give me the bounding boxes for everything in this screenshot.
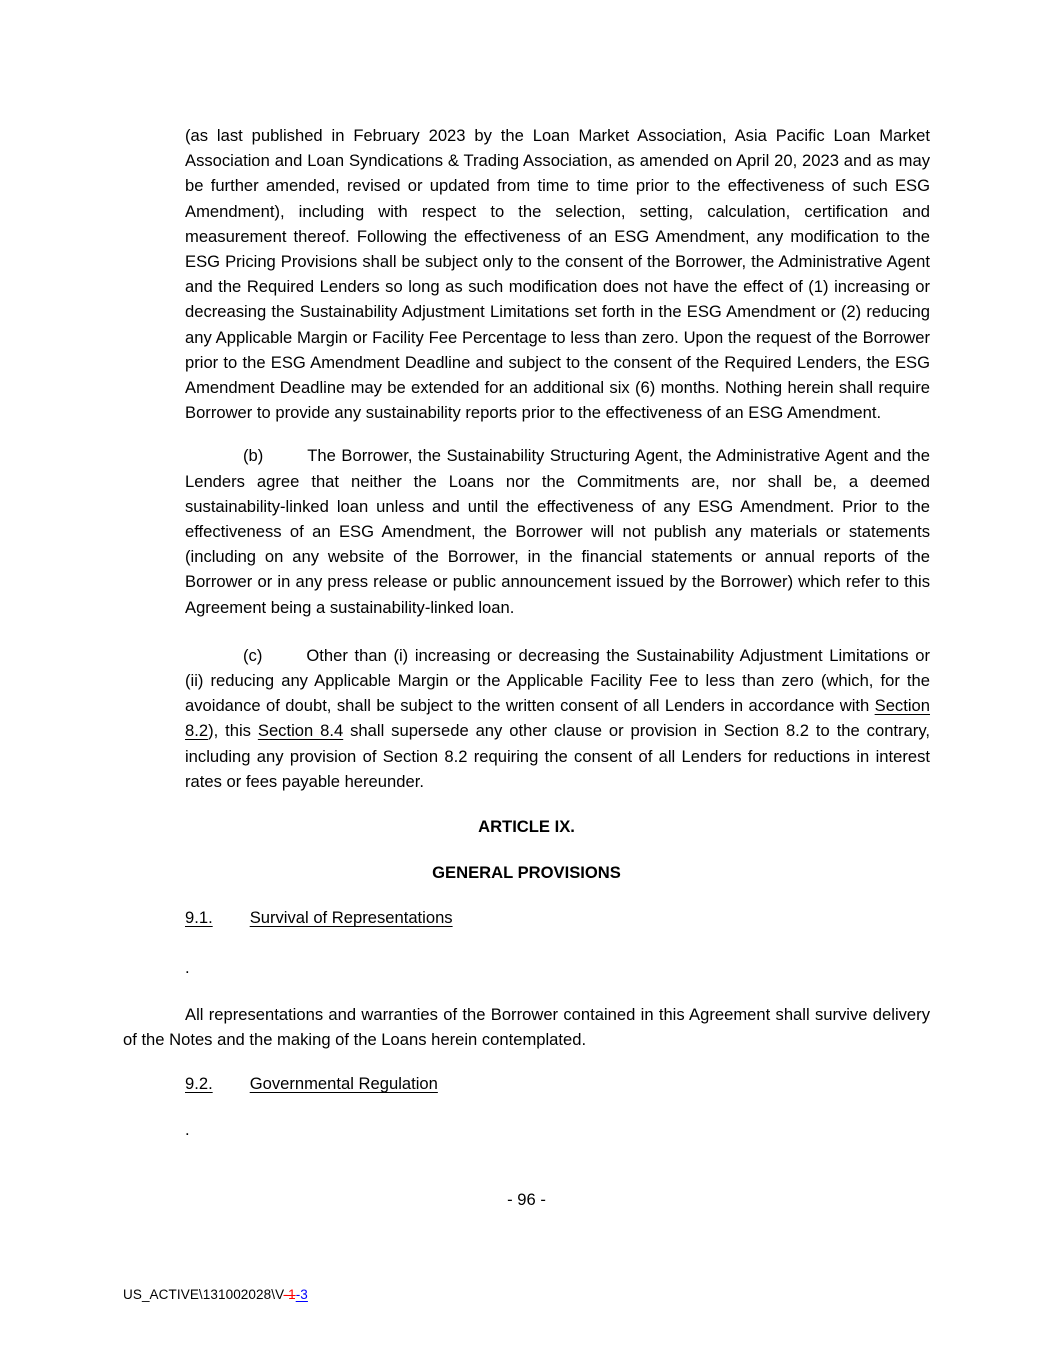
page-number: - 96 -: [507, 1189, 546, 1209]
section-9-1-number: 9.1.: [185, 908, 213, 928]
section-9-1-title: Survival of Representations: [249, 908, 453, 928]
section-9-2-title: Governmental Regulation: [249, 1074, 438, 1094]
section-9-1-heading: [185, 905, 930, 930]
tab-spacer: [213, 922, 250, 923]
document-id-footer: [123, 1287, 308, 1303]
section-8-4-reference: Section 8.4: [257, 721, 344, 741]
tab-spacer: [263, 460, 307, 461]
paragraph-survival-of-representations: All representations and warranties of the Borrower contained in this Agreement shall survive delivery of the Notes and the making of the Loans herein contemplated.: [123, 1004, 930, 1050]
section-9-2-heading: [185, 1071, 930, 1096]
orphan-period-1: .: [185, 957, 190, 977]
orphan-period-2: .: [185, 1119, 190, 1139]
paragraph-esg-amendment-continuation: (as last published in February 2023 by the Loan Market Association, Asia Pacific Loan Market Association and Loan Syndications & Trading Association, as amended on April 20, 2023 and as may be further amended, revised or updated from time to time prior to the effectiveness of such ESG Amendment), including with respect to the selection, setting, calculation, certification and measurement thereof. Following the effectiveness of an ESG Amendment, any modification to the ESG Pricing Provisions shall be subject only to the consent of the Borrower, the Administrative Agent and the Required Lenders so long as such modification does not have the effect of (1) increasing or decreasing the Sustainability Adjustment Limitations set forth in the ESG Amendment or (2) reducing any Applicable Margin or Facility Fee Percentage to less than zero. Upon the request of the Borrower prior to the ESG Amendment Deadline and subject to the consent of the Required Lenders, the ESG Amendment Deadline may be extended for an additional six (6) months. Nothing herein shall require Borrower to provide any sustainability reports prior to the effectiveness of an ESG Amendment.: [185, 126, 930, 423]
paragraph-c-label: (c): [243, 645, 263, 665]
paragraph-b-label: (b): [243, 446, 264, 466]
general-provisions-heading: GENERAL PROVISIONS: [432, 863, 621, 883]
doc-id-inserted-revision: -3: [295, 1287, 308, 1302]
paragraph-c-text-1: Other than (i) increasing or decreasing the Sustainability Adjustment Limitations or (ii) reducing any Applicable Margin or the Applicable Facility Fee to less than zero (which, for the avoidance of doubt, shall be subject to the written consent of all Lenders in accordance with: [185, 645, 930, 716]
tab-spacer: [262, 660, 306, 661]
section-9-2-number: 9.2.: [185, 1074, 213, 1094]
paragraph-c: [185, 643, 930, 794]
paragraph-c-text-3: shall supersede any other clause or provision in Section 8.2 to the contrary, including any provision of Section 8.2 requiring the consent of all Lenders for reductions in interest rates or fees payable hereunder.: [185, 721, 930, 791]
doc-id-deleted-revision: -1: [283, 1287, 296, 1302]
paragraph-b-text: The Borrower, the Sustainability Structuring Agent, the Administrative Agent and the Lenders agree that neither the Loans nor the Commitments are, nor shall be, a deemed sustainability-linked loan unless and until the effectiveness of any ESG Amendment. Prior to the effectiveness of an ESG Amendment, the Borrower will not publish any materials or statements (including on any website of the Borrower, in the financial statements or annual reports of the Borrower or in any press release or public announcement issued by the Borrower) which refer to this Agreement being a sustainability-linked loan.: [185, 446, 930, 617]
section-8-2-reference: Section 8.2: [185, 696, 930, 741]
page-content: [123, 123, 930, 1212]
paragraph-b: [185, 443, 930, 619]
tab-spacer: [213, 1088, 250, 1089]
doc-id-base: US_ACTIVE\131002028\V: [123, 1287, 284, 1302]
article-ix-heading: ARTICLE IX.: [478, 817, 575, 837]
paragraph-c-text-2: ), this: [208, 721, 258, 741]
